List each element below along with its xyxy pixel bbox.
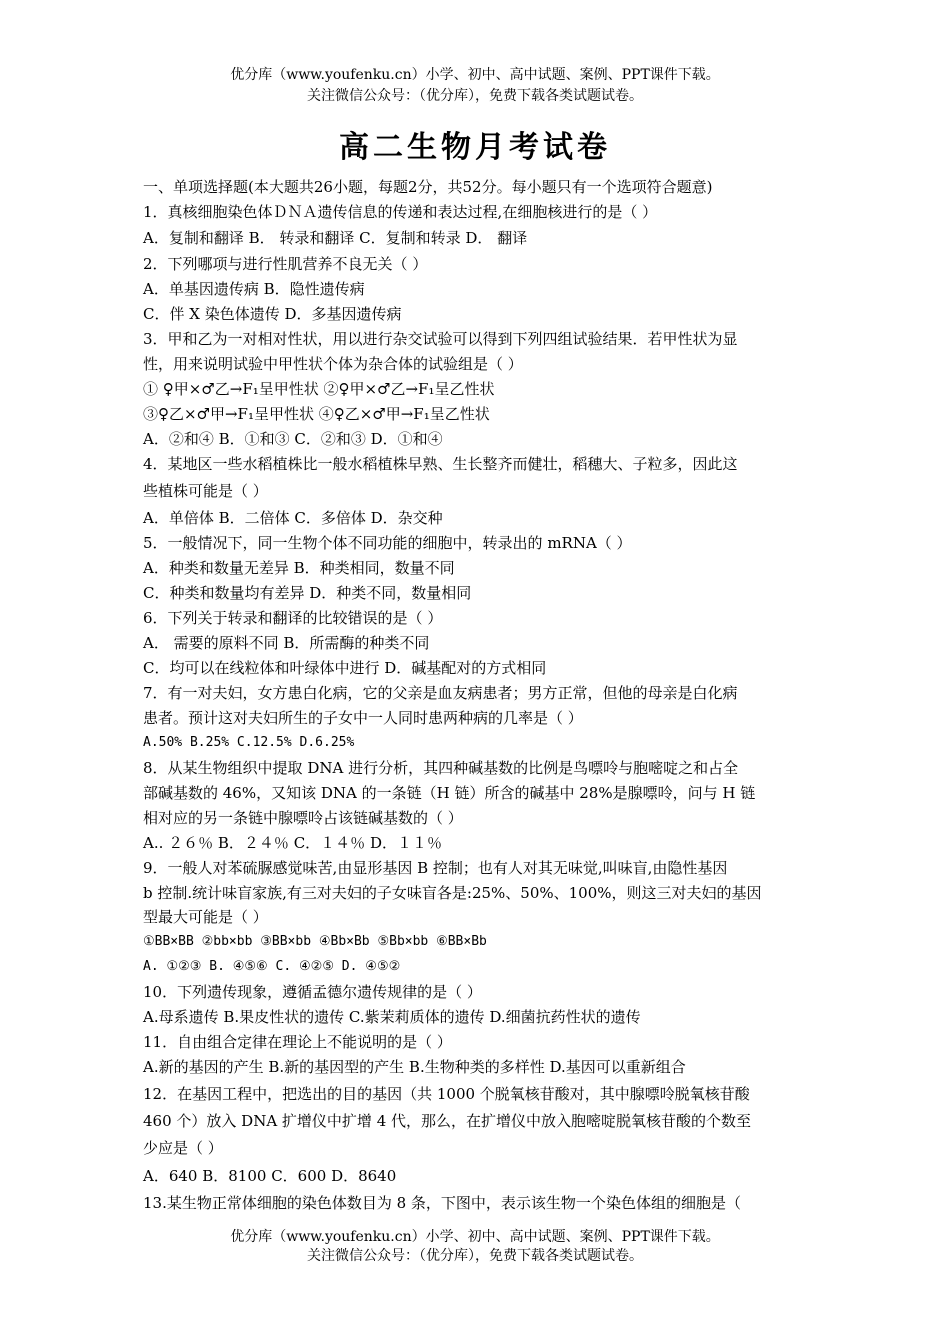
question-line: 些植株可能是（ ） (143, 482, 268, 500)
question-line: 7．有一对夫妇，女方患白化病，它的父亲是血友病患者；男方正常，但他的母亲是白化病 (143, 684, 738, 702)
question-line: 3．甲和乙为一对相对性状，用以进行杂交试验可以得到下列四组试验结果．若甲性状为显 (143, 330, 738, 348)
question-line: A.母系遗传 B.果皮性状的遗传 C.紫茉莉质体的遗传 D.细菌抗药性状的遗传 (143, 1008, 641, 1026)
question-line: 9．一般人对苯硫脲感觉味苦,由显形基因 B 控制；也有人对其无味觉,叫味盲,由隐性基因 (143, 859, 728, 877)
question-line: 6．下列关于转录和翻译的比较错误的是（ ） (143, 609, 443, 627)
question-line: 11．自由组合定律在理论上不能说明的是（ ） (143, 1033, 452, 1051)
question-line: A．单基因遗传病 B．隐性遗传病 (143, 280, 365, 298)
question-line: 8．从某生物组织中提取 DNA 进行分析，其四种碱基数的比例是鸟嘌呤与胞嘧啶之和占全 (143, 759, 739, 777)
question-line: A.新的基因的产生 B.新的基因型的产生 B.生物种类的多样性 D.基因可以重新组合 (143, 1058, 686, 1076)
question-line: A．640 B．8100 C．600 D．8640 (143, 1167, 397, 1185)
footer-line-2: 关注微信公众号：（优分库），免费下载各类试题试卷。 (307, 1248, 643, 1264)
question-line: C．种类和数量均有差异 D．种类不同，数量相同 (143, 584, 472, 602)
question-line: b 控制.统计味盲家族,有三对夫妇的子女味盲各是:25%、50%、100%，则这三对夫妇的基因 (143, 884, 762, 902)
question-line: A.50% B.25% C.12.5% D.6.25% (143, 735, 355, 750)
question-line: 部碱基数的 46%，又知该 DNA 的一条链（H 链）所含的碱基中 28%是腺嘌呤，问与 H 链 (143, 784, 756, 802)
question-line: 少应是（ ） (143, 1139, 223, 1157)
question-line: A.. ２６％ B．２４％ C．１４％ D．１１％ (143, 834, 442, 852)
question-line: 2．下列哪项与进行性肌营养不良无关（ ） (143, 255, 428, 273)
question-line: A．种类和数量无差异 B．种类相同，数量不同 (143, 559, 455, 577)
question-line: 患者。预计这对夫妇所生的子女中一人同时患两种病的几率是（ ） (143, 709, 583, 727)
question-line: 13.某生物正常体细胞的染色体数目为 8 条，下图中，表示该生物一个染色体组的细胞是（ (143, 1194, 741, 1212)
question-line: C．均可以在线粒体和叶绿体中进行 D．碱基配对的方式相同 (143, 659, 547, 677)
question-line: 型最大可能是（ ） (143, 908, 268, 926)
question-line: A. ①②③ B. ④⑤⑥ C. ④②⑤ D. ④⑤② (143, 959, 401, 974)
question-line: A．复制和翻译 B． 转录和翻译 C．复制和转录 D． 翻译 (143, 229, 528, 247)
question-line: 5．一般情况下，同一生物个体不同功能的细胞中，转录出的 mRNA（ ） (143, 534, 632, 552)
header-line-2: 关注微信公众号：（优分库），免费下载各类试题试卷。 (307, 88, 643, 104)
question-line: 相对应的另一条链中腺嘌呤占该链碱基数的（ ） (143, 809, 463, 827)
question-line: C．伴 X 染色体遗传 D．多基因遗传病 (143, 305, 402, 323)
question-line: A．单倍体 B．二倍体 C．多倍体 D．杂交种 (143, 509, 443, 527)
question-line: 12．在基因工程中，把选出的目的基因（共 1000 个脱氧核苷酸对，其中腺嘌呤脱氧核苷酸 (143, 1085, 750, 1103)
question-line: 性，用来说明试验中甲性状个体为杂合体的试验组是（ ） (143, 355, 523, 373)
page-title: 高二生物月考试卷 (339, 130, 611, 165)
question-line: 4．某地区一些水稻植株比一般水稻植株早熟、生长整齐而健壮，稻穗大、子粒多，因此这 (143, 455, 738, 473)
question-line: A．②和④ B．①和③ C．②和③ D．①和④ (143, 430, 443, 448)
question-line: A． 需要的原料不同 B．所需酶的种类不同 (143, 634, 430, 652)
section-heading: 一、单项选择题(本大题共26小题，每题2分，共52分。每小题只有一个选项符合题意) (143, 178, 713, 196)
question-line: ① ♀甲×♂乙→F₁呈甲性状 ②♀甲×♂乙→F₁呈乙性状 (143, 380, 495, 398)
question-line: 1．真核细胞染色体ＤＮＡ遗传信息的传递和表达过程,在细胞核进行的是（ ） (143, 203, 658, 221)
footer-line-1: 优分库（www.youfenku.cn）小学、初中、高中试题、案例、PPT课件下载。 (230, 1229, 720, 1245)
question-line: ①BB×BB ②bb×bb ③BB×bb ④Bb×Bb ⑤Bb×bb ⑥BB×Bb (143, 934, 487, 949)
question-line: ③♀乙×♂甲→F₁呈甲性状 ④♀乙×♂甲→F₁呈乙性状 (143, 405, 490, 423)
header-line-1: 优分库（www.youfenku.cn）小学、初中、高中试题、案例、PPT课件下载。 (230, 67, 720, 83)
question-line: 460 个）放入 DNA 扩增仪中扩增 4 代，那么，在扩增仪中放入胞嘧啶脱氧核苷酸的个数至 (143, 1112, 752, 1130)
question-line: 10．下列遗传现象，遵循孟德尔遗传规律的是（ ） (143, 983, 482, 1001)
